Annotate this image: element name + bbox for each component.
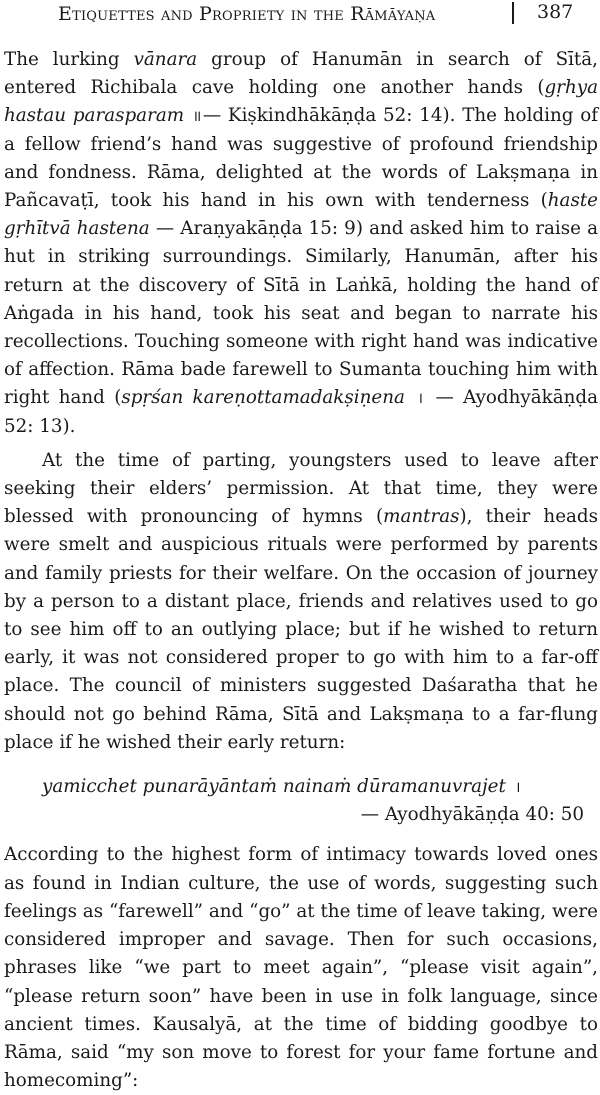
verse-mark: । [514, 778, 521, 797]
text-run: The lurking [4, 49, 134, 70]
page-header [0, 0, 600, 36]
text-run: ), their heads were smelt and auspicious rituals were performed by parents and family priests for their welfare. On the occasion of journey by a person to a distant place, friends and relatives used to go to see him off to an outlying place; but if he wished to return early, it was not considered proper to go with him to a far-off place. The council of ministers suggested Daśaratha that he should not go behind Rāma, Sītā and Lakṣmaṇa to a far-flung place if he wished their early return: [4, 506, 598, 753]
text-run: — Ayodhyākāṇḍa 52: 13). [4, 387, 598, 437]
page-number: 387 [537, 1, 574, 23]
paragraph-parting [4, 447, 598, 757]
paragraph-farewell-words [4, 841, 598, 1095]
text-run: At the time of parting, youngsters used to leave after seeking their elders’ permission. At that time, they were blessed with pronouncing of hymns ( [4, 449, 598, 528]
body-text [4, 46, 598, 1095]
term-vanara: vānara [133, 49, 198, 70]
quote-haste-grhitva: haste gṛhītvā hastena [4, 190, 598, 240]
verse-mark: । [417, 389, 424, 408]
quote-grhya-hastau: gṛhya hastau parasparam [4, 77, 598, 127]
text-run: — Araṇyakāṇḍa 15: 9) and asked him to raise a hut in striking surroundings. Similarly, Hanumān, after his return at the discovery of Sītā in Laṅkā, holding the hand of Aṅgada in his hand, took his seat and began to narrate his recollections. Touching someone with right hand was indicative of affection. Rāma bade farewell to Sumanta touching him with right hand ( [4, 218, 599, 409]
verse-quote [4, 773, 598, 829]
quote-sprsan: spṛśan kareṇottamadakṣiṇena [121, 387, 405, 409]
verse-line [42, 773, 598, 801]
text-run: According to the highest form of intimacy towards loved ones as found in Indian culture, the use of words, suggesting such feelings as “farewell” and “go” at the time of leave taking, were considered improper and savage. Then for such occasions, phrases like “we part to meet again”, “please visit again”, “please return soon” have been in use in folk language, since ancient times. Kausalyā, at the time of bidding goodbye to Rāma, said “my son move to forest for your fame fortune and homecoming”: [4, 844, 598, 1092]
text-run: group of Hanumān in search of Sītā, entered Richibala cave holding one another hands ( [4, 49, 598, 99]
paragraph-hand-holding [4, 46, 598, 441]
header-divider [512, 2, 514, 24]
term-mantras: mantras [383, 506, 460, 528]
running-title: Etiquettes and Propriety in the Rāmāyaṇa [58, 3, 436, 25]
verse-mark: ॥ [192, 107, 202, 126]
verse-text: yamicchet punarāyāntaṁ nainaṁ dūramanuvrajet [42, 776, 506, 798]
text-run: — Kiṣkindhākāṇḍa 52: 14). The holding of a fellow friend’s hand was suggestive of profound friendship and fondness. Rāma, delighted at the words of Lakṣmaṇa in Pañcavaṭī, took his hand in his own with tenderness ( [4, 105, 598, 212]
verse-source: — Ayodhyākāṇḍa 40: 50 [360, 804, 584, 826]
